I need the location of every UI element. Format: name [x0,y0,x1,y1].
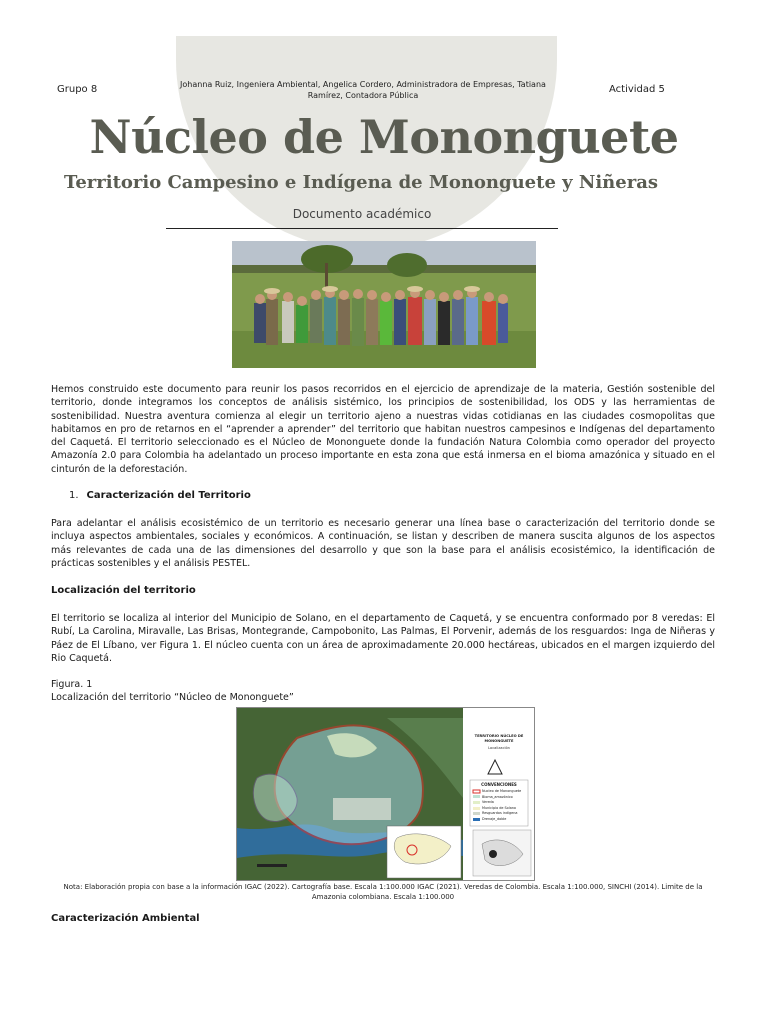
authors-line: Johanna Ruiz, Ingeniera Ambiental, Angelica Cordero, Administradora de Empresas, Tatiana Ramírez, Contadora Pública [180,80,546,100]
map-legend [482,789,530,823]
title-divider [166,228,558,229]
legend-item: Drenaje_doble [482,816,507,821]
figure-number: Figura. 1 [51,679,93,690]
page-subtitle: Territorio Campesino e Indígena de Mononguete y Niñeras [63,172,659,193]
legend-item: Nucleo de Mononguete [482,789,522,793]
section-heading-caracterizacion [69,490,251,501]
page-title: Núcleo de Mononguete [89,110,679,164]
legend-item: Resguardos indígena [482,811,518,816]
section-number: 1. [69,490,79,501]
group-label: Grupo 8 [57,84,98,95]
section-title: Caracterización del Territorio [86,490,251,501]
legend-title: CONVENCIONES [481,782,517,787]
heading-localizacion: Localización del territorio [51,585,196,596]
legend-item: Bioma_amazónico [482,794,513,799]
legend-item: Vereda [482,800,494,805]
section1-paragraph: Para adelantar el análisis ecosistémico de un territorio es necesario generar una línea base o caracterización del territorio donde se incluya aspectos ambientales, sociales y económicos. A continuación, se listan y describen de manera suscita algunos de los aspectos más relevantes de cada una de las dimensiones del desarrollo y que son la base para el análisis ecosistémico, la identificación de prácticas sostenibles y el análisis PESTEL. [51,518,715,569]
figure-caption: Localización del territorio “Núcleo de Mononguete” [51,692,294,703]
intro-paragraph: Hemos construido este documento para reunir los pasos recorridos en el ejercicio de aprendizaje de la materia, Gestión sostenible del territorio, donde integramos los conceptos de análisis sistémico, los principios de sostenibilidad, los ODS y las herramientas de sostenibilidad. Nuestra aventura comienza al elegir un territorio ajeno a nuestras vidas cotidianas en las ciudades cosmopolitas que habitamos en pro de retarnos en el “aprender a aprender” del territorio que habitan nuestros campesinos e Indígenas del departamento del Caquetá. El territorio seleccionado es el Núcleo de Mononguete donde la fundación Natura Colombia como operador del proyecto Amazonía 2.0 para Colombia ha adelantado un proceso importante en esta zona que está inmersa en el bioma amazónica y situado en el cinturón de la deforestación. [51,384,715,475]
map-subtitle: Localización [488,746,510,750]
group-photo [232,241,536,368]
activity-label: Actividad 5 [609,84,665,95]
figure-label [51,678,294,704]
heading-caracterizacion-ambiental: Caracterización Ambiental [51,913,200,924]
legend-item: Municipio de Solano [482,805,517,810]
map-title: TERRITORIO NÚCLEO DE MONONGUETE [474,734,524,743]
localizacion-paragraph: El territorio se localiza al interior del Municipio de Solano, en el departamento de Caquetá, y se encuentra conformado por 8 veredas: El Rubí, La Carolina, Miravalle, Las Brisas, Montegrande, Campobonito, Las Palmas, El Porvenir, además de los resguardos: Inga de Niñeras y Páez de El Líbano, ver Figura 1. El núcleo cuenta con un área de aproximadamente 20.000 hectáreas, ubicados en el margen izquierdo del Rio Caquetá. [51,613,715,664]
territory-map [236,707,535,881]
document-type: Documento académico [292,207,432,221]
figure-note: Nota: Elaboración propia con base a la información IGAC (2022). Cartografía base. Escala 1:100.000 IGAC (2021). Veredas de Colombia. Escala 1:100.000, SINCHI (2014). Limite de la Amazonia colombiana. Escala 1:100.000 [63,883,703,901]
